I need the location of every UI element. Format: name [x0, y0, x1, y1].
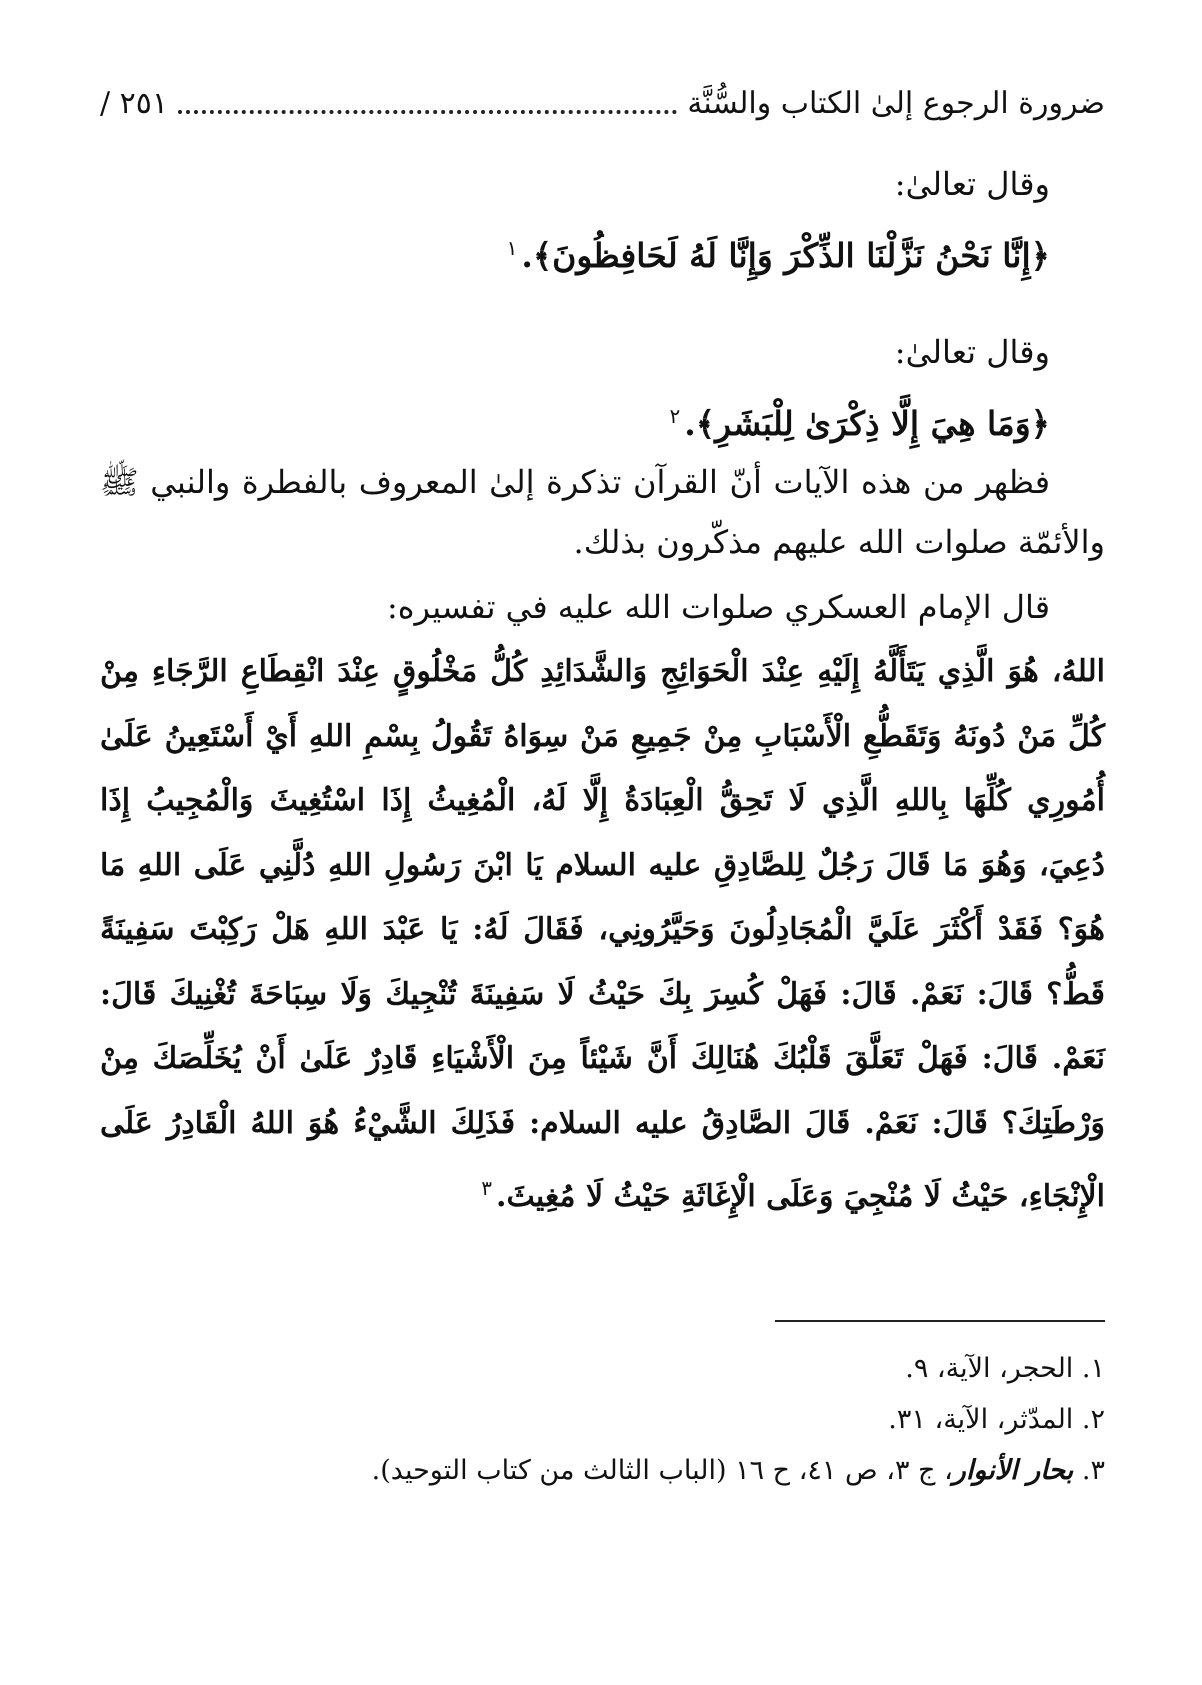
footnote-text: المدّثر، الآية، ٣١.	[888, 1404, 1074, 1435]
footnote-3	[100, 1447, 1105, 1494]
footnote-1	[100, 1345, 1105, 1392]
footnote-number: ٣.	[1081, 1455, 1105, 1486]
hadith-quote-text: اللهُ، هُوَ الَّذِي يَتَأَلَّهُ إِلَيْهِ عِنْدَ الْحَوَائِجِ وَالشَّدَائِدِ كُلُّ مَخْلُوقٍ عِنْدَ انْقِطَاعِ الرَّجَاءِ مِنْ كُلِّ مَنْ دُونَهُ وَتَقَطُّعِ الْأَسْبَابِ مِنْ جَمِيعِ مَنْ سِوَاهُ تَقُولُ بِسْمِ اللهِ أَيْ أَسْتَعِينُ عَلَىٰ أُمُورِي كُلِّهَا بِاللهِ الَّذِي لَا تَحِقُّ الْعِبَادَةُ إِلَّا لَهُ، الْمُغِيثُ إِذَا اسْتُغِيثَ وَالْمُجِيبُ إِذَا دُعِيَ، وَهُوَ مَا قَالَ رَجُلٌ لِلصَّادِقِ عليه السلام يَا ابْنَ رَسُولِ اللهِ دُلَّنِي عَلَى اللهِ مَا هُوَ؟ فَقَدْ أَكْثَرَ عَلَيَّ الْمُجَادِلُونَ وَحَيَّرُونِي، فَقَالَ لَهُ: يَا عَبْدَ اللهِ هَلْ رَكِبْتَ سَفِينَةً قَطُّ؟ قَالَ: نَعَمْ. قَالَ: فَهَلْ كُسِرَ بِكَ حَيْثُ لَا سَفِينَةَ تُنْجِيكَ وَلَا سِبَاحَةَ تُغْنِيكَ قَالَ: نَعَمْ. قَالَ: فَهَلْ تَعَلَّقَ قَلْبُكَ هُنَالِكَ أَنَّ شَيْئاً مِنَ الْأَشْيَاءِ قَادِرٌ عَلَىٰ أَنْ يُخَلِّصَكَ مِنْ وَرْطَتِكَ؟ قَالَ: نَعَمْ. قَالَ الصَّادِقُ عليه السلام: فَذَلِكَ الشَّيْءُ هُوَ اللهُ الْقَادِرُ عَلَى الْإِنْجَاءِ، حَيْثُ لَا مُنْجِيَ وَعَلَى الْإِغَاثَةِ حَيْثُ لَا مُغِيثَ.	[100, 654, 1105, 1214]
footnote-book-title: بحار الأنوار	[952, 1455, 1074, 1486]
header-dot-leader	[178, 110, 677, 114]
footnote-2	[100, 1396, 1105, 1443]
footnote-separator	[775, 1320, 1105, 1322]
main-text	[100, 160, 1105, 1230]
footnote-ref-3[interactable]: ٣	[481, 1176, 492, 1200]
running-header-title: ضرورة الرجوع إلىٰ الكتاب والسُّنَّة	[687, 86, 1105, 121]
running-header	[100, 72, 1105, 124]
body-paragraph-2: قال الإمام العسكري صلوات الله عليه في تفسيره:	[386, 588, 1050, 626]
footnote-number: ١.	[1081, 1353, 1105, 1384]
footnote-text: الحجر، الآية، ٩.	[905, 1353, 1074, 1384]
hadith-quote	[100, 640, 1105, 1230]
footnotes	[100, 1345, 1105, 1494]
verse-intro-2: وقال تعالىٰ:	[894, 333, 1050, 371]
footnote-ref-1[interactable]: ١	[506, 236, 518, 260]
page-number: / ٢٥١	[100, 86, 168, 121]
footnote-number: ٢.	[1081, 1404, 1105, 1435]
footnote-ref-2[interactable]: ٢	[669, 404, 681, 428]
footnote-text: ، ج ٣، ص ٤١، ح ١٦ (الباب الثالث من كتاب التوحيد).	[371, 1455, 953, 1486]
quran-verse-1	[100, 220, 1105, 284]
quran-verse-2-text: ﴿وَمَا هِيَ إِلَّا ذِكْرَىٰ لِلْبَشَرِ﴾.	[684, 404, 1050, 443]
quran-verse-1-text: ﴿إِنَّا نَحْنُ نَزَّلْنَا الذِّكْرَ وَإِنَّا لَهُ لَحَافِظُونَ﴾.	[521, 236, 1050, 275]
body-paragraph-1: فظهر من هذه الآيات أنّ القرآن تذكرة إلىٰ المعروف بالفطرة والنبي ﷺ والأئمّة صلوات الله عليهم مذكّرون بذلك.	[100, 463, 1105, 561]
quran-verse-2	[100, 388, 1105, 452]
verse-intro-1: وقال تعالىٰ:	[894, 165, 1050, 203]
